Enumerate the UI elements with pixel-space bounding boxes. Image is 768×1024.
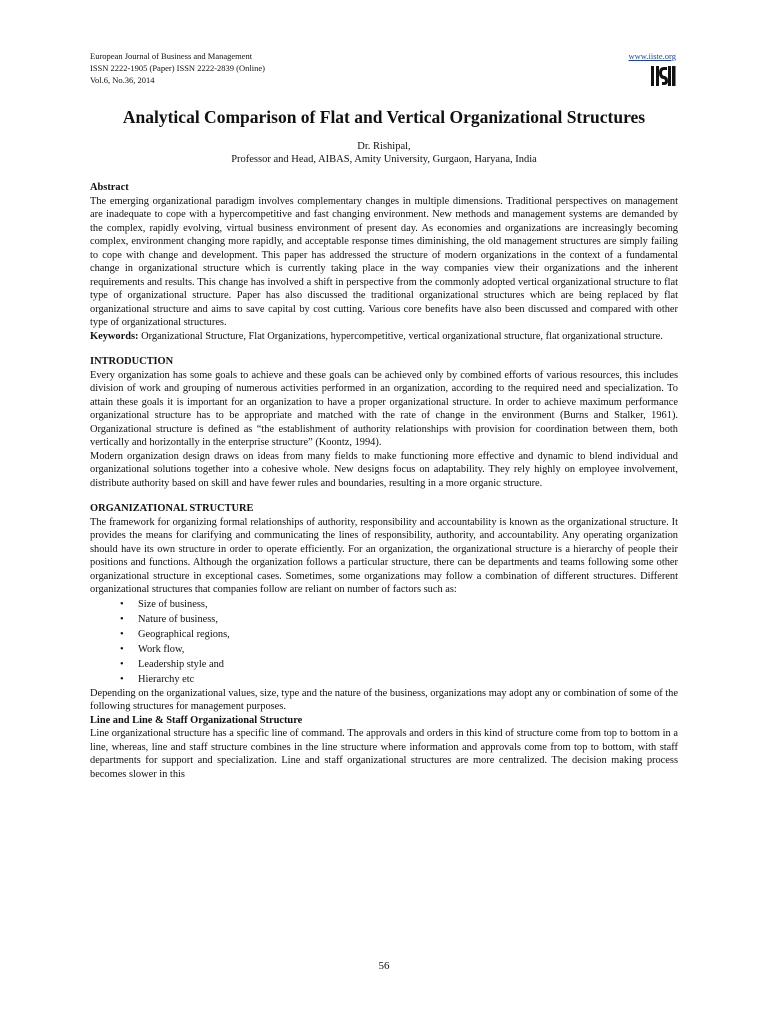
journal-url-link[interactable]: www.iiste.org	[628, 51, 676, 61]
keywords-text: Organizational Structure, Flat Organizations, hypercompetitive, vertical organizational structure, flat organizational structure.	[141, 330, 663, 342]
org-structure-heading: ORGANIZATIONAL STRUCTURE	[90, 503, 254, 514]
org-structure-paragraph-2: Depending on the organizational values, size, type and the nature of the business, organizations may adopt any or combination of some of the following structures for management purposes.	[90, 687, 678, 712]
keywords-line	[90, 330, 678, 344]
keywords-label: Keywords:	[90, 330, 139, 342]
abstract-text: The emerging organizational paradigm involves complementary changes in multiple dimensions. Traditional perspectives on management are inadequate to cope with a hypercompetitive and fast changing environment. New methods and management systems are demanded by the complex, rapidly evolving, virtual business environment of present day. As economies and organizations are increasingly becoming complex, environment changing more rapidly, and acceptable response times diminishing, the old management structures are simply failing to cope with change and development. This paper has addressed the structure of modern organizations in the context of a fundamental change in organizational structure which is currently taking place in the way companies view their organizations and the inherent requirements and results. This change has involved a shift in perspective from the commonly adopted vertical organizational structure to flat type of organizational structure. Paper has also discussed the traditional organizational structures which are being replaced by flat organizational structure and aims to save capital by cost cutting. Various core benefits have also been discussed and compared with other type of organizational structures.	[90, 195, 678, 328]
page	[90, 50, 678, 781]
list-item: • Geographical regions,	[120, 627, 678, 642]
list-item: • Size of business,	[120, 597, 678, 612]
list-item: • Hierarchy etc	[120, 672, 678, 687]
introduction-paragraph-1: Every organization has some goals to achieve and these goals can be achieved only by combined efforts of various resources, this includes division of work and grouping of numerous activities performed in an organization, according to the required need and specialization. To attain these goals it is important for an organization to have a proper organizational structure. In order to achieve maximum performance organizational structure has to be appropriate and matched with the rate of change in the environment (Burns and Stalker, 1961). Organizational structure is defined as “the establishment of authority relationships with provision for coordination between them, both vertically and horizontally in the enterprise structure” (Koontz, 1994).	[90, 369, 678, 448]
journal-name: European Journal of Business and Management	[90, 51, 253, 61]
list-item: • Work flow,	[120, 642, 678, 657]
page-number: 56	[378, 960, 390, 972]
org-structure-paragraph-3: Line organizational structure has a specific line of command. The approvals and orders in this kind of structure come from top to bottom in a line, whereas, line and staff structure combines in the line structure where information and approvals come from top to bottom, with staff departments for support and specialization. Line and staff organizational structures are more centralized. The decision making process becomes slower in this	[90, 728, 678, 780]
line-staff-subheading: Line and Line & Staff Organizational Structure	[90, 714, 303, 726]
author-name: Dr. Rishipal,	[357, 141, 411, 152]
author-block	[90, 140, 678, 166]
list-item: • Leadership style and	[120, 657, 678, 672]
paper-title: Analytical Comparison of Flat and Vertical Organizational Structures	[122, 107, 646, 127]
journal-header	[90, 50, 678, 100]
introduction-paragraph-2: Modern organization design draws on ideas from many fields to make functioning more effective and dynamic to blend individual and organizational solutions together into a cohesive whole. New designs focus on adaptability. They rely highly on employee involvement, distribute authority based on skill and have fewer rules and boundaries, resulting in a more organic structure.	[90, 450, 678, 489]
journal-volume: Vol.6, No.36, 2014	[90, 75, 155, 85]
org-structure-paragraph-1: The framework for organizing formal relationships of authority, responsibility and accountability is known as the organizational structure. It provides the means for clarifying and communicating the lines of responsibility, authority, and accountability. Any operating organization should have its own structure in order to operate efficiently. For an organization, the organizational structure is a hierarchy of people their positions and functions. Although the organization follows a particular structure, there can be departments and teams following some other organizational structure in exceptional cases. Sometimes, some organizations may follow a combination of different structures. Different organizational structures that companies follow are reliant on number of factors such as:	[90, 516, 678, 595]
list-item: • Nature of business,	[120, 612, 678, 627]
iiste-logo	[650, 64, 676, 88]
author-affiliation: Professor and Head, AIBAS, Amity University, Gurgaon, Haryana, India	[231, 154, 537, 165]
factors-list	[90, 597, 678, 687]
abstract-heading: Abstract	[90, 182, 129, 193]
introduction-heading: INTRODUCTION	[90, 356, 174, 367]
journal-issn: ISSN 2222-1905 (Paper) ISSN 2222-2839 (Online)	[90, 63, 265, 73]
